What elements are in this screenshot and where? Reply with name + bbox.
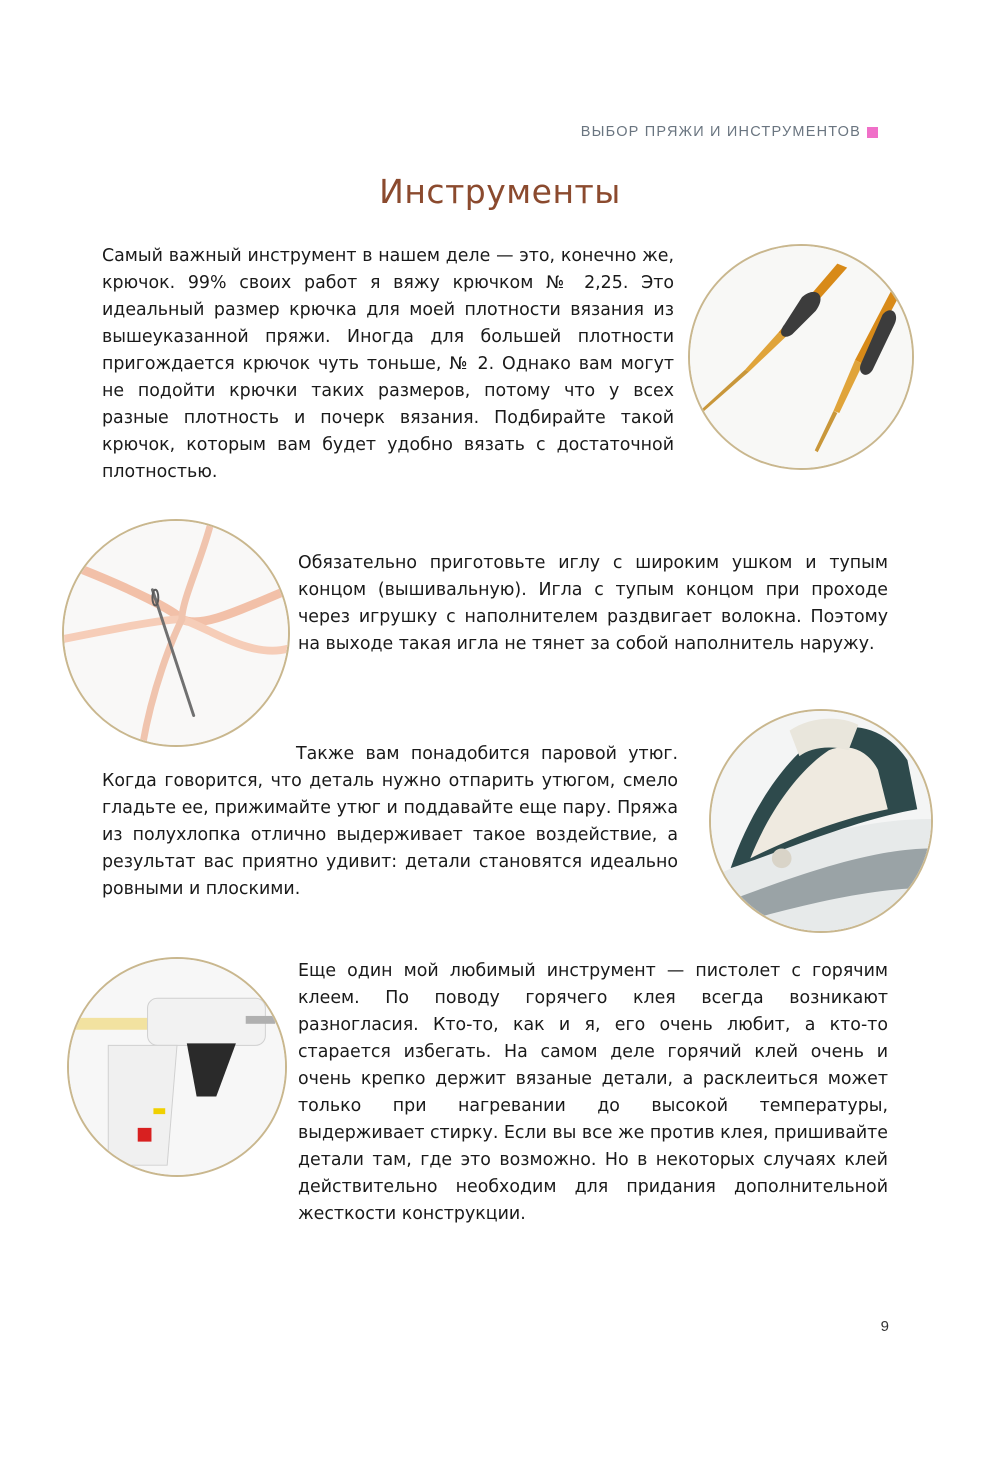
crochet-hooks-icon — [690, 246, 912, 468]
glue-gun-image — [67, 957, 287, 1177]
paragraph-iron: Также вам понадобится паровой утюг. Когда говорится, что деталь нужно отпарить утюгом, смело гладьте ее, прижимайте утюг и поддавайте еще пару. Пряжа из полухлопка отлично выдерживает такое воздействие, а результат вас приятно удивит: детали становятся идеально ровными и плоскими. — [102, 744, 678, 899]
iron-image — [709, 709, 933, 933]
paragraph-hook: Самый важный инструмент в нашем деле — это, конечно же, крючок. 99% своих работ я вяжу крючком № 2,25. Это идеальный размер крючка для моей плотности вязания из вышеуказанной пряжи. Иногда для большей плотности пригождается крючок чуть тоньше, № 2. Однако вам могут не подойти крючки таких размеров, потому что у всех разные плотность и почерк вязания. Подбирайте такой крючок, которым вам будет удобно вязать с достаточной плотностью. — [102, 246, 674, 482]
page-number: 9 — [880, 1318, 889, 1335]
iron-icon — [711, 711, 931, 931]
running-head — [581, 124, 878, 140]
needle-icon — [64, 521, 288, 745]
paragraph-glue-gun: Еще один мой любимый инструмент — пистолет с горячим клеем. По поводу горячего клея всегда возникают разногласия. Кто-то, как и я, его очень любит, а кто-то старается избегать. На самом деле горячий клей очень и очень крепко держит вязаные детали, а расклеиться может только при нагревании до высокой температуры, выдерживает стирку. Если вы все же против клея, пришивайте детали там, где это возможно. Но в некоторых случаях клей действительно необходим для придания дополнительной жесткости конструкции. — [298, 961, 888, 1224]
glue-gun-icon — [69, 959, 285, 1175]
crochet-hooks-image — [688, 244, 914, 470]
page-title: Инструменты — [379, 172, 621, 211]
needle-image — [62, 519, 290, 747]
paragraph-needle: Обязательно приготовьте иглу с широким ушком и тупым концом (вышивальную). Игла с тупым концом при проходе через игрушку с наполнителем раздвигает волокна. Поэтому на выходе такая игла не тянет за собой наполнитель наружу. — [298, 553, 888, 654]
section-marker-icon — [867, 127, 878, 138]
section-title: ВЫБОР ПРЯЖИ И ИНСТРУМЕНТОВ — [580, 124, 861, 140]
